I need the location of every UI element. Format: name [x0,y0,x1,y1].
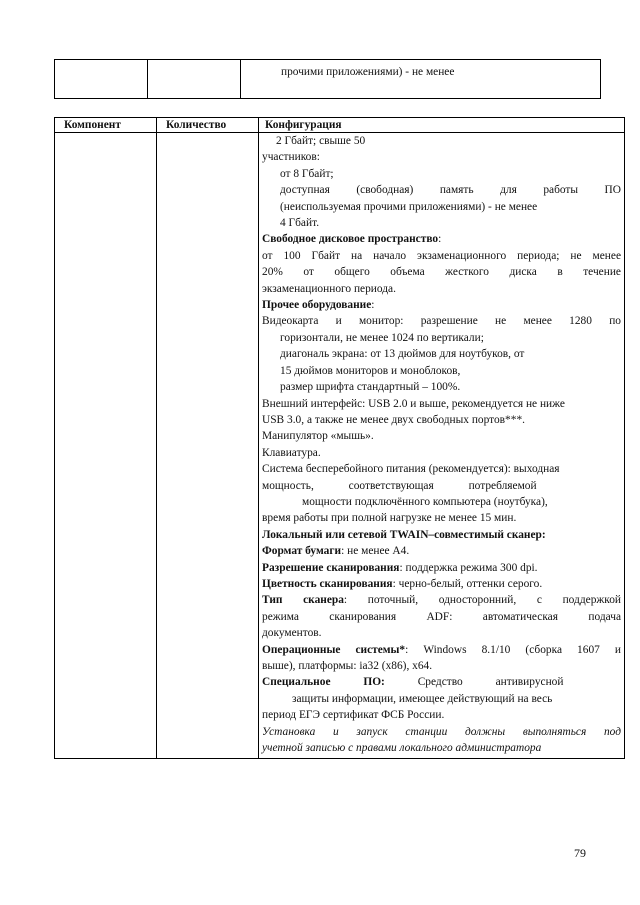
config-line: от 8 Гбайт; [280,167,334,180]
config-line: Установка и запуск станции должны выполняться под [262,725,621,738]
config-line [262,674,621,690]
heading-bold: Операционные системы* [262,643,406,656]
heading-rest: : поточный, односторонний, с поддержкой [343,594,622,607]
config-line: время работы при полной нагрузке не менее 15 мин. [262,512,517,525]
continuation-text: прочими приложениями) - не менее [281,66,455,78]
heading-bold: Прочее оборудование [262,299,372,312]
table-row [55,133,625,759]
quantity-cell [157,133,259,759]
config-line: (неиспользуемая прочими приложениями) - не менее [280,200,538,213]
config-line: учетной записью с правами локального администратора [262,742,542,755]
config-line: Система бесперебойного питания (рекомендуется): выходная [262,463,560,476]
table-row [55,60,601,99]
header-component: Компонент [55,118,157,133]
heading-rest: : поддержка режима 300 dpi. [399,561,538,574]
page-number: 79 [574,846,586,860]
requirements-table [54,117,625,759]
heading-bold: Разрешение сканирования [262,561,400,574]
heading-rest: : [438,233,442,246]
empty-cell [148,60,241,99]
heading-rest: : не менее А4. [341,545,410,558]
config-line: Видеокарта и монитор: разрешение не менее 1280 по [262,315,621,328]
config-line: от 100 Гбайт на начало экзаменационного периода; не менее [262,249,621,262]
config-line: 4 Гбайт. [280,217,320,230]
config-line [262,576,621,592]
config-line: период ЕГЭ сертификат ФСБ России. [262,709,445,722]
config-line: доступная (свободная) память для работы ПО [280,184,621,197]
component-cell [55,133,157,759]
config-line: USB 3.0, а также не менее двух свободных портов***. [262,413,525,426]
configuration-cell [259,133,625,759]
heading-bold: Свободное дисковое пространство [262,233,439,246]
heading-rest: : Windows 8.1/10 (сборка 1607 и [405,643,621,656]
config-line: диагональ экрана: от 13 дюймов для ноутбуков, от [280,348,525,361]
config-line [262,642,621,658]
config-line: 2 Гбайт; свыше 50 [276,135,366,147]
config-line: документов. [262,627,322,640]
config-line: размер шрифта стандартный – 100%. [280,381,461,394]
config-line: участников: [262,151,320,164]
heading-rest: : черно-белый, оттенки серого. [392,577,543,590]
header-quantity: Количество [157,118,259,133]
config-line: режима сканирования ADF: автоматическая подача [262,610,621,623]
config-heading: Локальный или сетевой TWAIN–совместимый сканер: [262,528,546,541]
config-line: Манипулятор «мышь». [262,430,374,443]
heading-bold: Тип сканера [262,594,344,607]
config-cell [241,60,601,99]
config-line: Клавиатура. [262,446,321,459]
header-configuration: Конфигурация [259,118,625,133]
config-line [262,560,621,576]
config-line [262,592,621,608]
config-line: выше), платформы: ia32 (x86), x64. [262,660,433,672]
empty-cell [55,60,148,99]
config-line: 20% от общего объема жесткого диска в течение [262,266,621,279]
config-line: горизонтали, не менее 1024 по вертикали; [280,331,484,344]
config-line: защиты информации, имеющее действующий на весь [292,692,553,705]
header-row [55,118,625,133]
heading-bold: Специальное ПО: [262,676,385,689]
heading-bold: Цветность сканирования [262,577,393,590]
config-line: мощность, соответствующая потребляемой [262,479,537,492]
config-heading [262,231,621,247]
heading-bold: Формат бумаги [262,545,342,558]
config-line: мощности подключённого компьютера (ноутбука), [302,495,548,508]
config-line: экзаменационного периода. [262,282,396,295]
heading-rest: Средство антивирусной [384,676,564,689]
continuation-table [54,59,601,99]
config-line: 15 дюймов мониторов и моноблоков, [280,364,461,377]
heading-rest: : [371,299,375,312]
config-line: Внешний интерфейс: USB 2.0 и выше, рекомендуется не ниже [262,397,565,410]
config-heading [262,297,621,313]
config-line [262,543,621,559]
